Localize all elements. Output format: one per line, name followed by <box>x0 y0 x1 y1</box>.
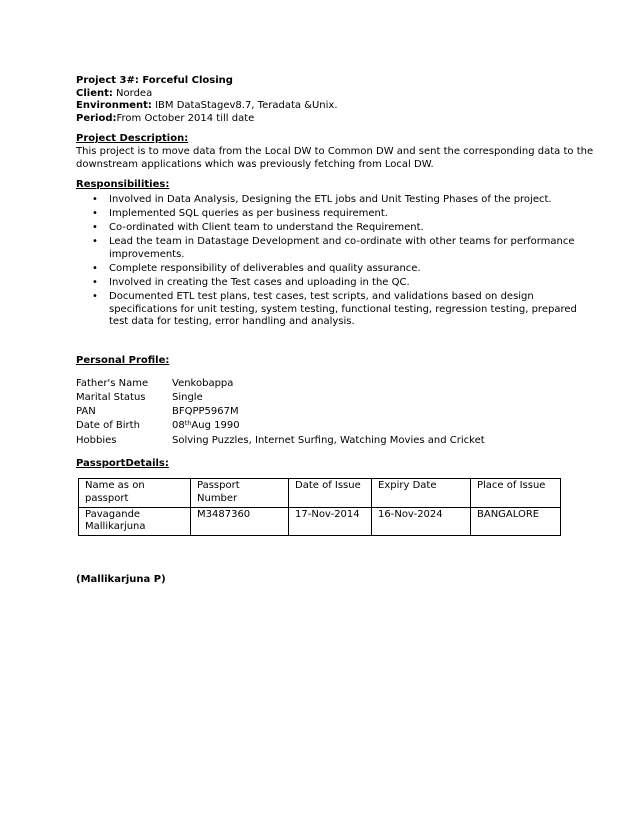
column-header: Passport Number <box>191 479 289 507</box>
profile-row-dob <box>76 420 566 434</box>
profile-label: Hobbies <box>76 434 117 446</box>
description-line: This project is to move data from the Local DW to Common DW and sent the corresponding data to the <box>76 145 594 157</box>
list-item <box>76 277 566 290</box>
profile-row-fathers-name <box>76 378 566 392</box>
period-label: Period: <box>76 112 117 124</box>
dob-day: 08 <box>172 420 185 432</box>
environment-label: Environment: <box>76 100 152 112</box>
profile-value: Single <box>172 391 203 403</box>
bullet-icon: • <box>92 193 98 205</box>
environment-value: IBM DataStagev8.7, Teradata &Unix. <box>151 100 338 112</box>
list-item-text: Co-ordinated with Client team to understand the Requirement. <box>109 221 424 233</box>
profile-row-hobbies <box>76 435 566 449</box>
list-item <box>76 208 566 221</box>
profile-value: BFQPP5967M <box>172 406 239 418</box>
project-client <box>76 88 566 101</box>
column-header: Name as on passport <box>79 479 191 507</box>
table-cell-place: BANGALORE <box>471 507 561 535</box>
resume-page <box>76 75 594 586</box>
profile-value: Solving Puzzles, Internet Surfing, Watching Movies and Cricket <box>172 434 485 446</box>
project-title: Project 3#: Forceful Closing <box>76 75 233 86</box>
profile-label: Father's Name <box>76 377 149 389</box>
table-cell-name <box>79 507 191 535</box>
profile-label: PAN <box>76 406 96 418</box>
signature: (Mallikarjuna P) <box>76 573 166 585</box>
table-cell-expiry: 16-Nov-2024 <box>372 507 471 535</box>
passport-heading: PassportDetails: <box>76 457 169 469</box>
client-label: Client: <box>76 87 113 99</box>
list-item-text: improvements. <box>109 248 185 260</box>
table-cell-number: M3487360 <box>191 507 289 535</box>
list-item-text: Documented ETL test plans, test cases, test scripts, and validations based on design <box>109 290 534 302</box>
profile-label: Marital Status <box>76 391 146 403</box>
profile-row-pan <box>76 406 566 420</box>
project-environment <box>76 100 566 113</box>
profile-value <box>172 420 240 433</box>
description-line: downstream applications which was previously fetching from Local DW. <box>76 158 434 170</box>
list-item <box>76 290 577 329</box>
bullet-icon: • <box>92 207 98 219</box>
list-item-text: test data for testing, error handling and analysis. <box>109 316 355 328</box>
bullet-icon: • <box>92 236 98 248</box>
list-item <box>76 263 566 276</box>
project-period <box>76 113 566 126</box>
profile-label: Date of Birth <box>76 420 140 432</box>
period-value: From October 2014 till date <box>116 112 255 124</box>
column-header: Date of Issue <box>289 479 372 507</box>
list-item <box>76 222 566 235</box>
dob-month-year: Aug 1990 <box>191 420 240 432</box>
name-line: Mallikarjuna <box>85 521 146 533</box>
description-heading: Project Description: <box>76 133 189 145</box>
profile-table <box>76 378 566 449</box>
responsibilities-heading: Responsibilities: <box>76 179 170 191</box>
responsibilities-list <box>76 193 577 329</box>
list-item-text: Complete responsibility of deliverables and quality assurance. <box>109 262 421 274</box>
client-value: Nordea <box>112 87 153 99</box>
bullet-icon: • <box>92 290 98 302</box>
bullet-icon: • <box>92 262 98 274</box>
list-item <box>76 194 566 207</box>
name-line: Pavagande <box>85 508 141 520</box>
list-item-text: Lead the team in Datastage Development and co-ordinate with other teams for performance <box>109 236 575 248</box>
profile-row-marital-status <box>76 392 566 406</box>
dob-suffix: th <box>184 419 192 428</box>
list-item-text: specifications for unit testing, system testing, functional testing, regression testing, prepared <box>109 303 577 315</box>
table-header-row <box>79 479 561 507</box>
list-item-text: Involved in Data Analysis, Designing the ETL jobs and Unit Testing Phases of the project. <box>109 193 552 205</box>
profile-heading: Personal Profile: <box>76 355 170 367</box>
passport-table <box>78 478 561 535</box>
table-row <box>79 507 561 535</box>
table-cell-issue: 17-Nov-2014 <box>289 507 372 535</box>
profile-value: Venkobappa <box>172 377 234 389</box>
list-item-text: Involved in creating the Test cases and uploading in the QC. <box>109 276 410 288</box>
column-header: Place of Issue <box>471 479 561 507</box>
bullet-icon: • <box>92 221 98 233</box>
list-item-text: Implemented SQL queries as per business requirement. <box>109 207 388 219</box>
list-item <box>76 236 575 261</box>
bullet-icon: • <box>92 276 98 288</box>
column-header: Expiry Date <box>372 479 471 507</box>
